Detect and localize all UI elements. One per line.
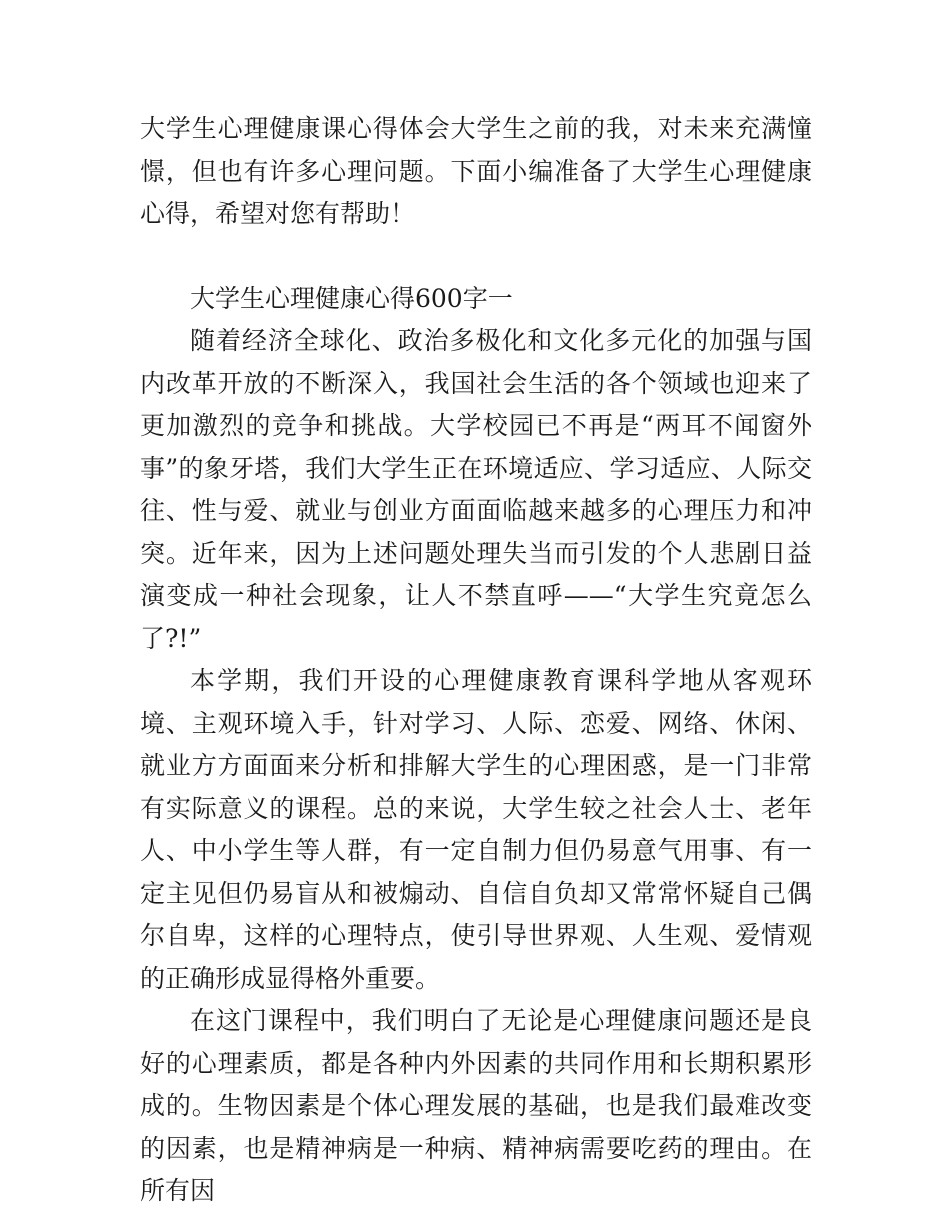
document-body: [140, 108, 812, 1213]
section-heading: 大学生心理健康心得600字一: [190, 283, 513, 313]
body-paragraph-3: 在这门课程中，我们明白了无论是心理健康问题还是良好的心理素质，都是各种内外因素的共同作用和长期积累形成的。生物因素是个体心理发展的基础，也是我们最难改变的因素，也是精神病是一种病、精神病需要吃药的理由。在所有因: [140, 1006, 812, 1205]
body-paragraph-2: 本学期，我们开设的心理健康教育课科学地从客观环境、主观环境入手，针对学习、人际、恋爱、网络、休闲、就业方方面面来分析和排解大学生的心理困惑，是一门非常有实际意义的课程。总的来说，大学生较之社会人士、老年人、中小学生等人群，有一定自制力但仍易意气用事、有一定主见但仍易盲从和被煽动、自信自负却又常常怀疑自己偶尔自卑，这样的心理特点，使引导世界观、人生观、爱情观的正确形成显得格外重要。: [140, 666, 812, 993]
body-paragraph-1: 随着经济全球化、政治多极化和文化多元化的加强与国内改革开放的不断深入，我国社会生活的各个领域也迎来了更加激烈的竞争和挑战。大学校园已不再是“两耳不闻窗外事”的象牙塔，我们大学生正在环境适应、学习适应、人际交往、性与爱、就业与创业方面面临越来越多的心理压力和冲突。近年来，因为上述问题处理失当而引发的个人悲剧日益演变成一种社会现象，让人不禁直呼——“大学生究竟怎么了?!”: [140, 326, 812, 653]
intro-paragraph: 大学生心理健康课心得体会大学生之前的我，对未来充满憧憬，但也有许多心理问题。下面小编准备了大学生心理健康心得，希望对您有帮助！: [140, 114, 812, 228]
